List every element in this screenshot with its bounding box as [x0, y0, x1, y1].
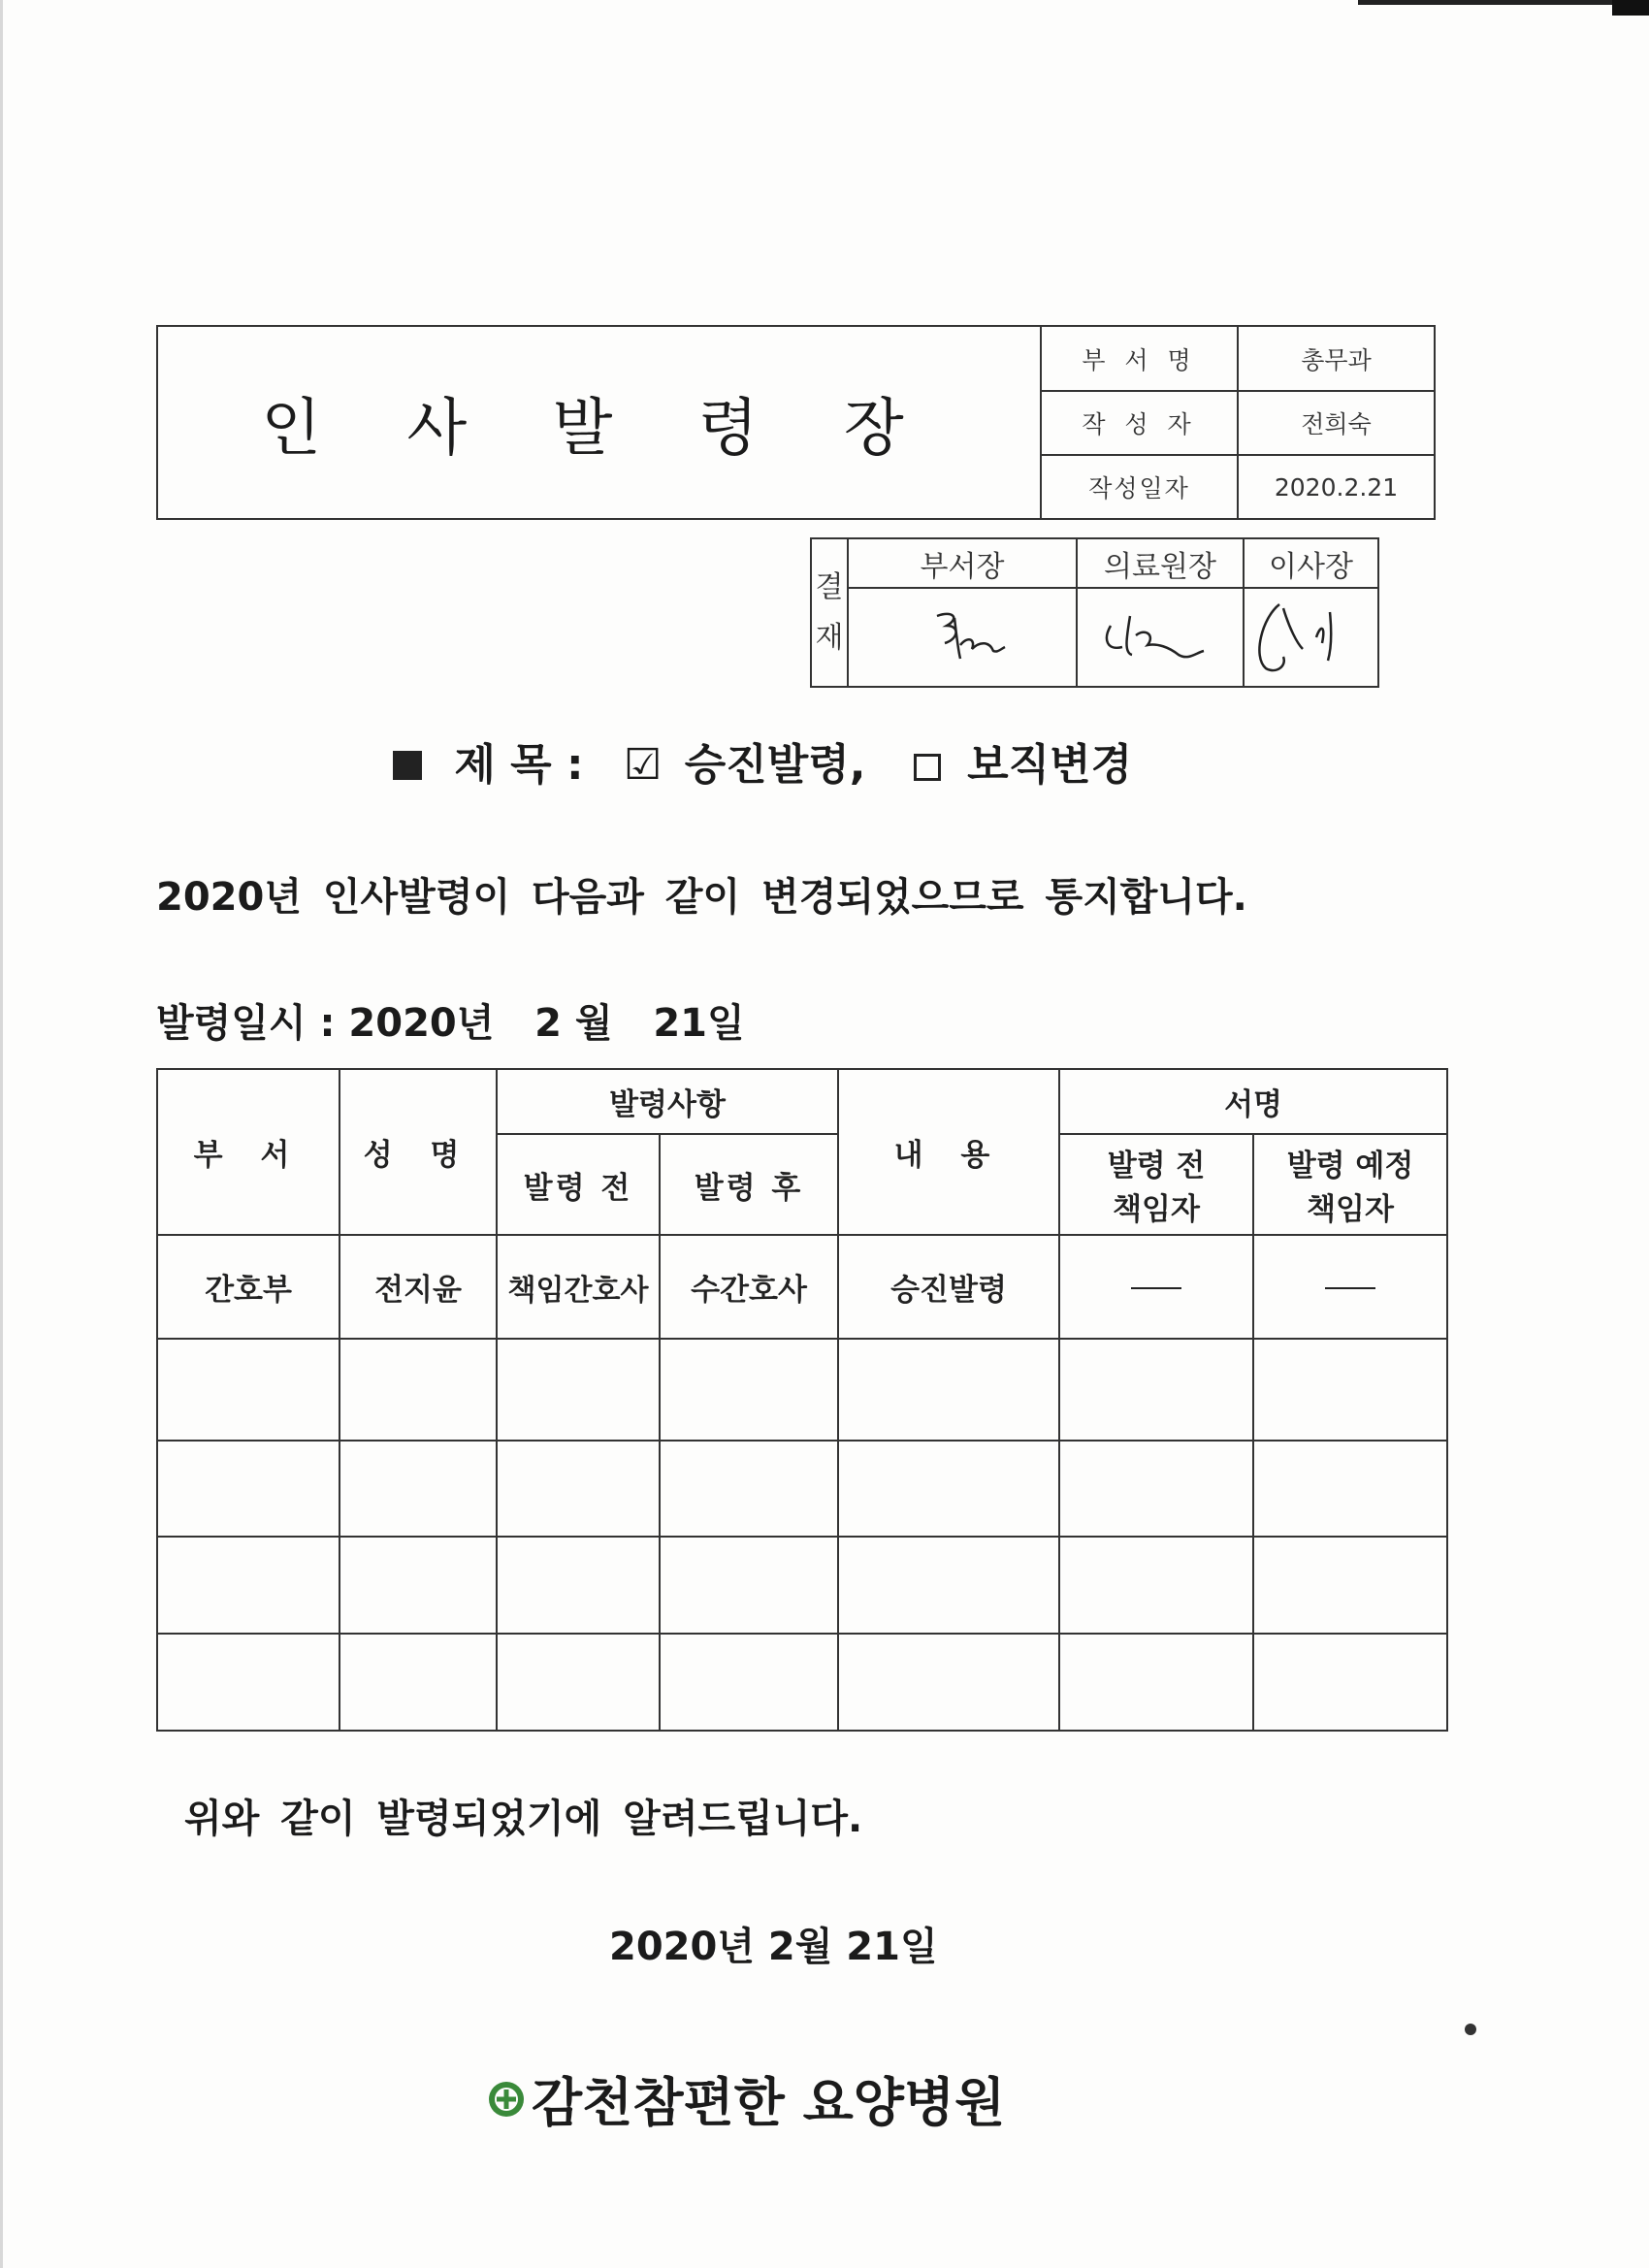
table-row	[157, 1339, 1447, 1441]
subject-line	[393, 729, 1132, 792]
header-after: 발령 후	[660, 1134, 838, 1235]
cell-sign-planned	[1253, 1235, 1447, 1339]
scan-top-mark	[1612, 0, 1649, 16]
signature-director	[1077, 588, 1244, 687]
subject-label: 제 목 :	[454, 740, 584, 790]
signature-dept-head	[848, 588, 1077, 687]
closing-text: 위와 같이 발령되었기에 알려드립니다.	[184, 1797, 863, 1841]
scan-speck	[1465, 2024, 1476, 2035]
author-label: 작 성 자	[1041, 391, 1238, 455]
header-sign-before	[1059, 1134, 1253, 1235]
header-sign-planned	[1253, 1134, 1447, 1235]
header-table	[156, 325, 1436, 520]
cell-content: 승진발령	[838, 1235, 1059, 1339]
header-sign: 서명	[1059, 1069, 1447, 1134]
signature-2-icon	[1087, 597, 1233, 674]
table-row	[157, 1441, 1447, 1537]
header-details: 발령사항	[497, 1069, 838, 1134]
order-date: 발령일시 : 2020년 2 월 21일	[156, 1001, 745, 1046]
approval-label	[811, 538, 848, 687]
hospital-logo-icon	[487, 2080, 526, 2119]
bottom-date: 2020년 2월 21일	[609, 1925, 938, 1969]
role-director: 의료원장	[1077, 538, 1244, 588]
dept-label: 부 서 명	[1041, 326, 1238, 391]
date-label: 작성일자	[1041, 455, 1238, 519]
cell-dept: 간호부	[157, 1235, 340, 1339]
subject-option-promotion: 승진발령,	[684, 740, 866, 790]
signature-chairman	[1244, 588, 1378, 687]
personnel-table	[156, 1068, 1448, 1732]
role-dept-head: 부서장	[848, 538, 1077, 588]
cell-after: 수간호사	[660, 1235, 838, 1339]
approval-label-top: 결	[815, 569, 844, 604]
header-content: 내 용	[838, 1069, 1059, 1235]
dash-mark	[1131, 1287, 1181, 1289]
table-row	[157, 1537, 1447, 1634]
header-dept: 부 서	[157, 1069, 340, 1235]
header-sign-before-line1: 발령 전	[1107, 1149, 1206, 1183]
hospital-name: 감천참편한 요양병원	[532, 2072, 1006, 2133]
hospital-signature	[487, 2061, 1005, 2136]
table-row	[157, 1634, 1447, 1731]
header-before: 발령 전	[497, 1134, 660, 1235]
cell-before: 책임간호사	[497, 1235, 660, 1339]
date-value: 2020.2.21	[1238, 455, 1435, 519]
header-sign-planned-line1: 발령 예정	[1286, 1149, 1414, 1183]
dash-mark	[1325, 1287, 1375, 1289]
signature-1-icon	[904, 597, 1020, 674]
table-row	[157, 1235, 1447, 1339]
cell-name: 전지윤	[340, 1235, 497, 1339]
scan-top-line	[1358, 0, 1649, 5]
role-chairman: 이사장	[1244, 538, 1378, 588]
approval-label-bottom: 재	[815, 620, 844, 655]
cell-sign-before	[1059, 1235, 1253, 1339]
approval-table	[810, 537, 1379, 688]
signature-3-icon	[1245, 589, 1379, 682]
dept-value: 총무과	[1238, 326, 1435, 391]
checkbox-empty-icon	[914, 754, 941, 781]
header-sign-planned-line2: 책임자	[1307, 1192, 1394, 1227]
subject-option-reassignment: 보직변경	[967, 740, 1133, 790]
bullet-square-icon	[393, 751, 422, 780]
header-name: 성 명	[340, 1069, 497, 1235]
checkbox-checked-icon: ☑	[623, 740, 663, 790]
notice-text: 2020년 인사발령이 다음과 같이 변경되었으므로 통지합니다.	[156, 875, 1247, 920]
author-value: 전희숙	[1238, 391, 1435, 455]
document-title: 인 사 발 령 장	[157, 326, 1041, 519]
header-sign-before-line2: 책임자	[1113, 1192, 1200, 1227]
scan-edge	[0, 0, 3, 2268]
